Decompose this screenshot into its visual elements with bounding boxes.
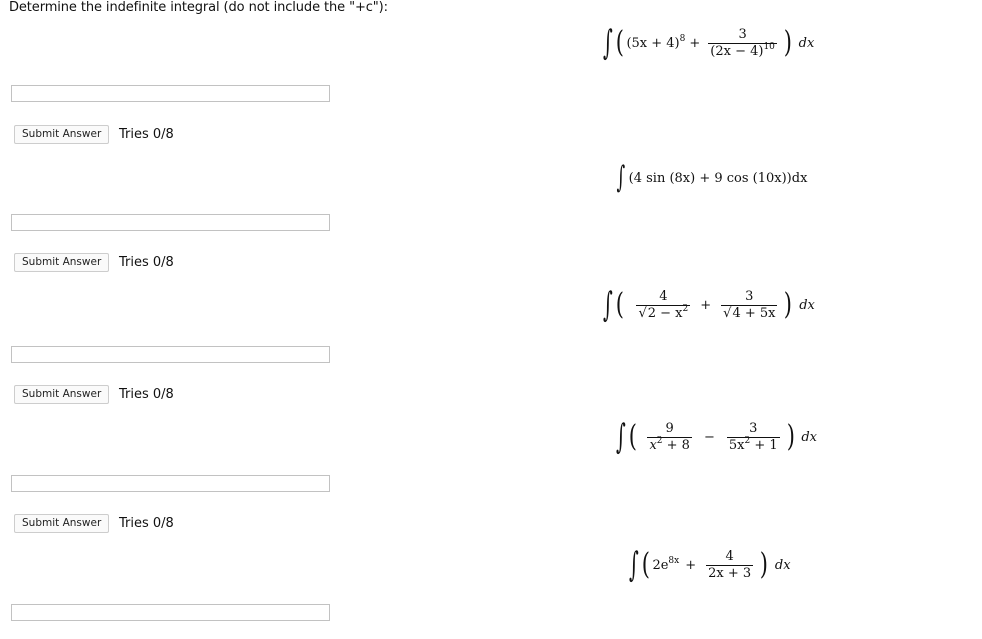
- right-paren: ): [783, 25, 792, 60]
- submit-answer-button-1[interactable]: Submit Answer: [14, 125, 109, 144]
- fraction: [647, 422, 692, 453]
- term: $2e^{8x}$: [652, 555, 680, 573]
- fraction: [706, 550, 753, 581]
- answer-input-4[interactable]: [11, 475, 330, 492]
- submit-answer-button-2[interactable]: Submit Answer: [14, 253, 109, 272]
- integral-sign: ∫: [616, 160, 626, 195]
- operator: +: [700, 297, 712, 313]
- numerator: 3: [749, 420, 758, 436]
- denominator: $√2 - x^2$: [638, 303, 689, 321]
- fraction: [636, 290, 690, 321]
- fraction: [721, 290, 777, 321]
- term: $(5x + 4)^8$: [626, 33, 686, 51]
- operator: −: [703, 429, 715, 445]
- numerator: 3: [745, 288, 754, 304]
- denominator: 2x + 3: [708, 565, 752, 581]
- numerator: 4: [725, 548, 734, 564]
- numerator: 9: [665, 420, 674, 436]
- operator: +: [689, 35, 701, 51]
- tries-counter-2: Tries 0/8: [119, 255, 174, 270]
- numerator: 3: [738, 26, 747, 42]
- denominator: $(2x - 4)^{10}$: [710, 41, 775, 59]
- integral-sign: ∫: [602, 23, 613, 63]
- numerator: 4: [659, 288, 668, 304]
- integral-3: [602, 285, 815, 325]
- integral-2: [616, 160, 808, 195]
- answer-input-5[interactable]: [11, 604, 330, 621]
- integral-4: [615, 417, 818, 457]
- operator: +: [685, 557, 697, 573]
- differential: dx: [799, 297, 815, 313]
- integral-5: [628, 545, 791, 585]
- fraction: [708, 28, 777, 59]
- right-paren: ): [786, 419, 795, 454]
- answer-input-1[interactable]: [11, 85, 330, 102]
- left-paren: (: [615, 25, 624, 60]
- differential: dx: [798, 35, 815, 51]
- tries-counter-1: Tries 0/8: [119, 127, 174, 142]
- fraction: [727, 422, 780, 453]
- submit-answer-button-3[interactable]: Submit Answer: [14, 385, 109, 404]
- integral-sign: ∫: [615, 417, 626, 457]
- left-paren: (: [641, 547, 650, 582]
- submit-answer-button-4[interactable]: Submit Answer: [14, 514, 109, 533]
- integral-sign: ∫: [628, 545, 639, 585]
- instruction-text: Determine the indefinite integral (do not include the "+c"):: [9, 0, 388, 15]
- answer-input-2[interactable]: [11, 214, 330, 231]
- left-paren: (: [628, 419, 637, 454]
- differential: dx: [801, 429, 818, 445]
- answer-input-3[interactable]: [11, 346, 330, 363]
- denominator: √4 + 5x: [723, 305, 776, 321]
- right-paren: ): [759, 547, 769, 582]
- integral-sign: ∫: [602, 285, 613, 325]
- differential: dx: [774, 557, 791, 573]
- tries-counter-3: Tries 0/8: [119, 387, 174, 402]
- denominator: $5x^2 + 1$: [728, 435, 778, 453]
- left-paren: (: [615, 287, 624, 322]
- right-paren: ): [784, 287, 793, 322]
- denominator: $x^2 + 8$: [649, 435, 690, 453]
- integral-1: [602, 23, 815, 63]
- integrand: (4 sin (8x) + 9 cos (10x))dx: [628, 170, 808, 186]
- tries-counter-4: Tries 0/8: [119, 516, 174, 531]
